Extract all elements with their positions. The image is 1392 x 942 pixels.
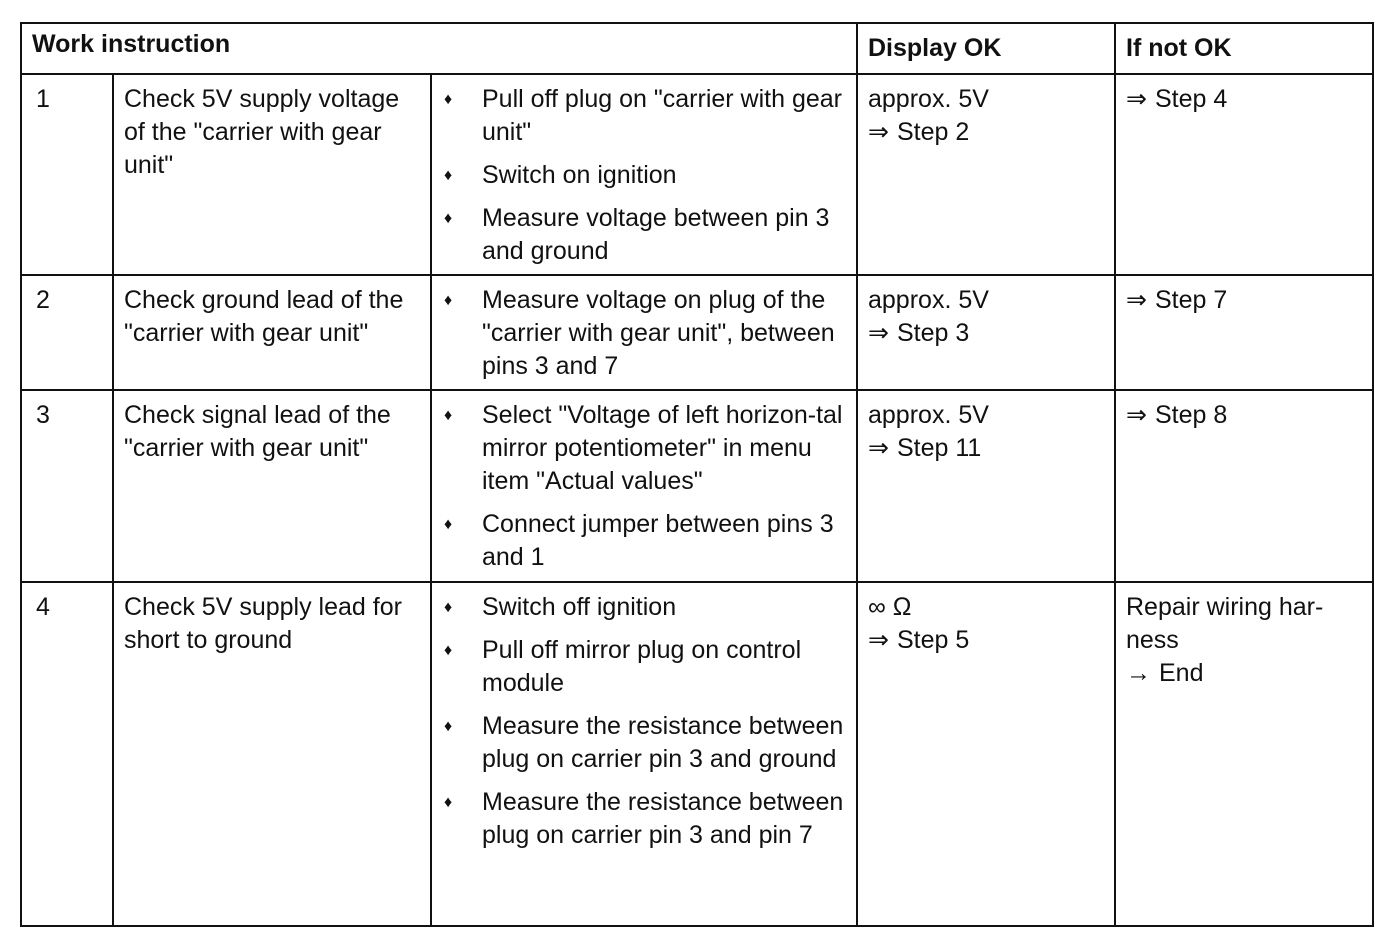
- step-number: 3: [21, 390, 113, 582]
- remedy-text: Repair wiring har-ness: [1126, 593, 1324, 654]
- procedure-step-text: Measure voltage on plug of the "carrier with gear unit", between pins 3 and 7: [482, 286, 835, 380]
- step-number: 2: [21, 275, 113, 390]
- step-description: Check signal lead of the "carrier with gear unit": [113, 390, 431, 582]
- step-number: 1: [21, 74, 113, 275]
- diamond-bullet-icon: ♦: [444, 794, 453, 811]
- expected-value: ∞ Ω: [868, 593, 912, 621]
- step-description: Check 5V supply lead for short to ground: [113, 582, 431, 926]
- procedure-cell: [431, 275, 857, 390]
- display-ok-cell: [857, 582, 1115, 926]
- next-step-ok: [868, 317, 1104, 350]
- next-step-label: Step 3: [896, 319, 970, 347]
- next-step-ok: [868, 432, 1104, 465]
- table-row: [21, 275, 1373, 390]
- next-step-not-ok: [1126, 284, 1362, 317]
- procedure-list: [442, 83, 846, 268]
- step-description: Check ground lead of the "carrier with gear unit": [113, 275, 431, 390]
- work-instruction-table: [20, 22, 1374, 927]
- procedure-step-text: Measure the resistance between plug on carrier pin 3 and pin 7: [482, 788, 844, 849]
- diamond-bullet-icon: ♦: [444, 407, 453, 424]
- expected-value: approx. 5V: [868, 401, 989, 429]
- list-item: [442, 508, 846, 574]
- diamond-bullet-icon: ♦: [444, 516, 453, 533]
- next-step-not-ok: [1126, 399, 1362, 432]
- display-ok-cell: [857, 74, 1115, 275]
- next-step-label: Step 2: [896, 118, 970, 146]
- procedure-step-text: Switch off ignition: [482, 593, 677, 621]
- procedure-step-text: Connect jumper between pins 3 and 1: [482, 510, 834, 571]
- display-ok-cell: [857, 390, 1115, 582]
- header-display-ok: Display OK: [857, 23, 1115, 74]
- double-arrow-icon: ⇒: [868, 626, 889, 654]
- diamond-bullet-icon: ♦: [444, 599, 453, 616]
- arrow-right-icon: →: [1126, 659, 1151, 687]
- list-item: [442, 591, 846, 624]
- table-row: [21, 74, 1373, 275]
- procedure-list: [442, 284, 846, 383]
- double-arrow-icon: ⇒: [1126, 286, 1147, 314]
- next-step-label: Step 8: [1154, 401, 1228, 429]
- diamond-bullet-icon: ♦: [444, 210, 453, 227]
- expected-value: approx. 5V: [868, 286, 989, 314]
- list-item: [442, 202, 846, 268]
- list-item: [442, 634, 846, 700]
- diamond-bullet-icon: ♦: [444, 167, 453, 184]
- next-step-ok: [868, 116, 1104, 149]
- if-not-ok-cell: [1115, 275, 1373, 390]
- step-description: Check 5V supply voltage of the "carrier with gear unit": [113, 74, 431, 275]
- next-step-label: Step 7: [1154, 286, 1228, 314]
- next-step-not-ok: [1126, 657, 1362, 690]
- next-step-label: Step 5: [896, 626, 970, 654]
- procedure-step-text: Measure voltage between pin 3 and ground: [482, 204, 830, 265]
- next-step-ok: [868, 624, 1104, 657]
- procedure-cell: [431, 390, 857, 582]
- procedure-step-text: Pull off mirror plug on control module: [482, 636, 802, 697]
- double-arrow-icon: ⇒: [1126, 85, 1147, 113]
- diamond-bullet-icon: ♦: [444, 292, 453, 309]
- list-item: [442, 284, 846, 383]
- list-item: [442, 786, 846, 852]
- table-row: [21, 390, 1373, 582]
- diamond-bullet-icon: ♦: [444, 642, 453, 659]
- next-step-label: Step 4: [1154, 85, 1228, 113]
- double-arrow-icon: ⇒: [868, 319, 889, 347]
- procedure-cell: [431, 582, 857, 926]
- if-not-ok-cell: [1115, 74, 1373, 275]
- double-arrow-icon: ⇒: [868, 434, 889, 462]
- list-item: [442, 399, 846, 498]
- double-arrow-icon: ⇒: [1126, 401, 1147, 429]
- if-not-ok-cell: [1115, 582, 1373, 926]
- diamond-bullet-icon: ♦: [444, 91, 453, 108]
- list-item: [442, 159, 846, 192]
- procedure-list: [442, 591, 846, 852]
- procedure-step-text: Measure the resistance between plug on carrier pin 3 and ground: [482, 712, 844, 773]
- display-ok-cell: [857, 275, 1115, 390]
- expected-value: approx. 5V: [868, 85, 989, 113]
- header-row: [21, 23, 1373, 74]
- diamond-bullet-icon: ♦: [444, 718, 453, 735]
- procedure-step-text: Pull off plug on "carrier with gear unit": [482, 85, 842, 146]
- next-step-not-ok: [1126, 83, 1362, 116]
- double-arrow-icon: ⇒: [868, 118, 889, 146]
- header-if-not-ok: If not OK: [1115, 23, 1373, 74]
- next-step-label: Step 11: [896, 434, 982, 462]
- procedure-list: [442, 399, 846, 574]
- header-work-instruction: Work instruction: [21, 23, 857, 74]
- list-item: [442, 710, 846, 776]
- list-item: [442, 83, 846, 149]
- next-step-label: End: [1159, 659, 1204, 687]
- procedure-cell: [431, 74, 857, 275]
- procedure-step-text: Switch on ignition: [482, 161, 677, 189]
- step-number: 4: [21, 582, 113, 926]
- if-not-ok-cell: [1115, 390, 1373, 582]
- procedure-step-text: Select "Voltage of left horizon-tal mirror potentiometer" in menu item "Actual values": [482, 401, 843, 495]
- table-row: [21, 582, 1373, 926]
